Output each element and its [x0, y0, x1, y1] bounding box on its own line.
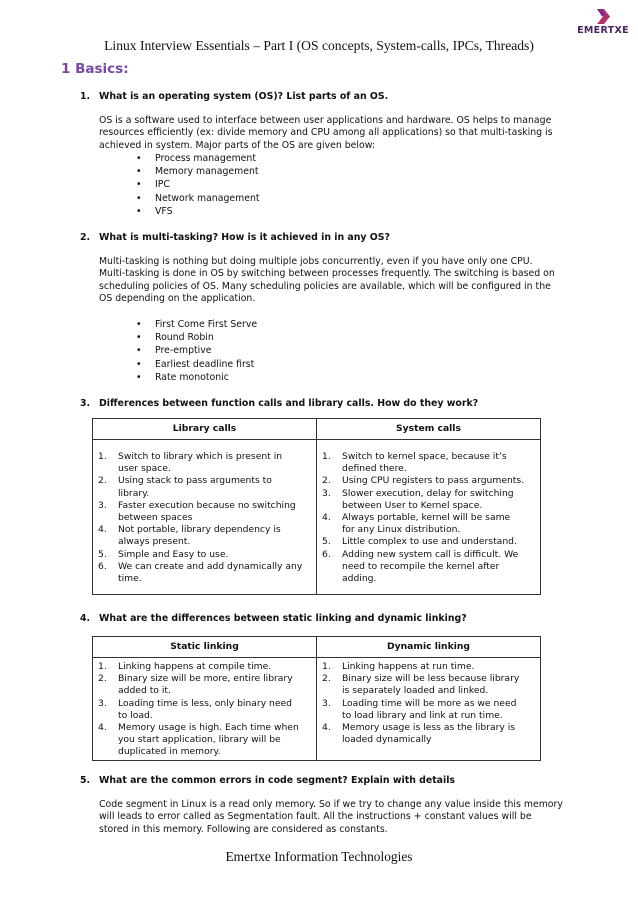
bullet-icon: • — [136, 332, 142, 344]
header-title: Linux Interview Essentials – Part I (OS concepts, System-calls, IPCs, Threads) — [104, 38, 534, 53]
item-text-line: always present. — [118, 536, 191, 548]
paragraph-line: OS is a software used to interface between user applications and hardware. OS helps to manage — [99, 115, 552, 126]
list-item-text: IPC — [155, 179, 170, 191]
column-header: System calls — [317, 419, 541, 440]
item-number: 1. — [98, 661, 107, 672]
paragraph-line: scheduling policies of OS. Many scheduling policies are available, which will be configured in the — [99, 280, 551, 292]
item-number: 4. — [322, 722, 331, 734]
emertxe-logo — [575, 9, 631, 37]
numbered-list-item — [317, 488, 534, 512]
item-number: 2. — [98, 475, 107, 487]
item-text-line: defined there. — [342, 463, 407, 475]
numbered-list-item — [93, 524, 310, 548]
item-text-line: between User to Kernel space. — [342, 499, 483, 511]
answer-paragraph-2 — [99, 256, 579, 305]
bullet-icon: • — [136, 205, 142, 217]
question-number: 3. — [80, 398, 91, 409]
list-item-text: Network management — [155, 192, 260, 204]
item-text-line: loaded dynamically — [342, 734, 432, 746]
numbered-list-item — [93, 561, 310, 585]
item-text-line: Switch to library which is present in — [118, 451, 283, 462]
table-cell — [93, 440, 317, 595]
item-text-line: Little complex to use and understand. — [342, 536, 517, 548]
paragraph-line: Code segment in Linux is a read only memory. So if we try to change any value inside this memory — [99, 799, 563, 810]
item-text-line: time. — [118, 573, 142, 585]
item-text-line: user space. — [118, 463, 171, 475]
item-text-line: Simple and Easy to use. — [118, 548, 229, 560]
numbered-list-item — [93, 698, 310, 722]
logo-text: EMERTXE — [577, 25, 629, 36]
numbered-list-item — [317, 451, 534, 475]
table-cell — [93, 658, 317, 761]
item-text-line: you start application, library will be — [118, 734, 281, 746]
numbered-list-item — [93, 475, 310, 499]
list-item-text: Rate monotonic — [155, 371, 229, 383]
numbered-list-item — [93, 500, 310, 524]
item-text-line: between spaces — [118, 512, 193, 524]
table-row — [93, 658, 541, 761]
numbered-list-item — [317, 698, 534, 722]
item-text-line: Loading time will be more as we need — [342, 697, 517, 709]
list-item-text: Round Robin — [155, 332, 214, 344]
section-heading: 1 Basics: — [61, 61, 129, 77]
paragraph-line: OS depending on the application. — [99, 292, 256, 304]
item-text-line: We can create and add dynamically any — [118, 560, 303, 572]
item-number: 4. — [98, 524, 107, 536]
item-text-line: Using stack to pass arguments to — [118, 475, 272, 487]
question-number: 1. — [80, 91, 91, 102]
item-text-line: for any Linux distribution. — [342, 524, 461, 536]
item-number: 3. — [322, 487, 331, 499]
paragraph-line: Multi-tasking is nothing but doing multiple jobs concurrently, even if you have only one CPU. — [99, 256, 533, 267]
item-text-line: duplicated in memory. — [118, 746, 221, 758]
item-text-line: Linking happens at compile time. — [118, 661, 272, 672]
item-number: 3. — [98, 499, 107, 511]
question-text: What is an operating system (OS)? List parts of an OS. — [99, 91, 389, 102]
numbered-list-item — [93, 673, 310, 697]
question-number: 2. — [80, 232, 91, 243]
paragraph-line: resources efficiently (ex: divide memory and CPU among all applications) so that multi-tasking is — [99, 127, 553, 139]
table-header-row — [93, 419, 541, 440]
item-text-line: Not portable, library dependency is — [118, 524, 281, 536]
question-text: Differences between function calls and library calls. How do they work? — [99, 398, 479, 409]
list-item-text: Memory management — [155, 166, 259, 178]
numbered-list-item — [317, 549, 534, 586]
question-text: What are the differences between static linking and dynamic linking? — [99, 613, 467, 624]
numbered-list-item — [317, 661, 534, 673]
item-number: 4. — [98, 722, 107, 734]
item-number: 2. — [98, 673, 107, 685]
library-calls-list — [93, 440, 316, 594]
item-number: 2. — [322, 475, 331, 487]
numbered-list-item — [93, 722, 310, 759]
item-text-line: Memory usage is high. Each time when — [118, 722, 299, 734]
paragraph-line: achieved in system. Major parts of the OS are given below: — [99, 139, 376, 151]
item-number: 1. — [322, 451, 331, 462]
item-number: 3. — [98, 697, 107, 709]
bullet-icon: • — [136, 358, 142, 370]
item-text-line: to load. — [118, 709, 153, 721]
question-number: 5. — [80, 775, 91, 786]
numbered-list-item — [93, 661, 310, 673]
numbered-list-item — [93, 451, 310, 475]
item-number: 4. — [322, 512, 331, 524]
list-item-text: Process management — [155, 153, 257, 164]
question-text: What is multi-tasking? How is it achieved in in any OS? — [99, 232, 390, 243]
paragraph-line: Multi-tasking is done in OS by switching between processes frequently. The switching is based on — [99, 268, 555, 280]
table-cell — [317, 440, 541, 595]
numbered-list-item — [317, 673, 534, 697]
item-text-line: need to recompile the kernel after — [342, 560, 500, 572]
footer-text: Emertxe Information Technologies — [225, 849, 413, 864]
item-text-line: Using CPU registers to pass arguments. — [342, 475, 525, 487]
bullet-icon: • — [136, 371, 142, 383]
item-text-line: Loading time is less, only binary need — [118, 697, 293, 709]
item-text-line: adding. — [342, 573, 377, 585]
bullet-icon: • — [136, 192, 142, 204]
bullet-icon: • — [136, 153, 142, 164]
item-number: 5. — [322, 536, 331, 548]
numbered-list-item — [317, 475, 534, 487]
item-text-line: Faster execution because no switching — [118, 499, 296, 511]
paragraph-line: stored in this memory. Following are considered as constants. — [99, 823, 388, 835]
item-number: 1. — [98, 451, 107, 462]
table-row — [93, 440, 541, 595]
system-calls-list — [317, 440, 540, 594]
numbered-list-item — [317, 722, 534, 746]
numbered-list-item — [317, 536, 534, 548]
numbered-list-item — [317, 512, 534, 536]
item-text-line: library. — [118, 487, 150, 499]
item-text-line: added to it. — [118, 685, 171, 697]
column-header: Library calls — [93, 419, 317, 440]
table-header-row — [93, 637, 541, 658]
list-item-text: Earliest deadline first — [155, 358, 255, 370]
item-text-line: Binary size will be less because library — [342, 673, 520, 685]
item-number: 1. — [322, 661, 331, 672]
item-text-line: to load library and link at run time. — [342, 709, 503, 721]
table-cell — [317, 658, 541, 761]
column-header: Static linking — [93, 637, 317, 658]
answer-paragraph-1 — [99, 115, 579, 152]
bullet-icon: • — [136, 345, 142, 357]
item-text-line: Switch to kernel space, because it’s — [342, 451, 507, 462]
list-item-text: Pre-emptive — [155, 345, 212, 357]
item-text-line: Slower execution, delay for switching — [342, 487, 514, 499]
item-text-line: Always portable, kernel will be same — [342, 512, 511, 524]
column-header: Dynamic linking — [317, 637, 541, 658]
item-text-line: Adding new system call is difficult. We — [342, 548, 519, 560]
bullet-icon: • — [136, 179, 142, 191]
item-number: 3. — [322, 697, 331, 709]
logo-chevron-icon — [595, 9, 611, 24]
library-vs-system-calls-table — [92, 418, 541, 595]
question-number: 4. — [80, 613, 91, 624]
item-text-line: is separately loaded and linked. — [342, 685, 489, 697]
item-number: 6. — [98, 560, 107, 572]
item-text-line: Binary size will be more, entire library — [118, 673, 293, 685]
static-linking-list — [93, 658, 316, 760]
item-text-line: Memory usage is less as the library is — [342, 722, 516, 734]
numbered-list-item — [93, 549, 310, 561]
bullet-icon: • — [136, 319, 142, 330]
item-text-line: Linking happens at run time. — [342, 661, 475, 672]
list-item-text: First Come First Serve — [155, 319, 258, 330]
item-number: 6. — [322, 548, 331, 560]
item-number: 5. — [98, 548, 107, 560]
item-number: 2. — [322, 673, 331, 685]
answer-paragraph-5 — [99, 799, 579, 836]
paragraph-line: will leads to error called as Segmentation fault. All the instructions + constant values will be — [99, 811, 532, 823]
static-vs-dynamic-linking-table — [92, 636, 541, 761]
list-item-text: VFS — [155, 205, 173, 217]
dynamic-linking-list — [317, 658, 540, 747]
bullet-icon: • — [136, 166, 142, 178]
question-text: What are the common errors in code segment? Explain with details — [99, 775, 456, 786]
